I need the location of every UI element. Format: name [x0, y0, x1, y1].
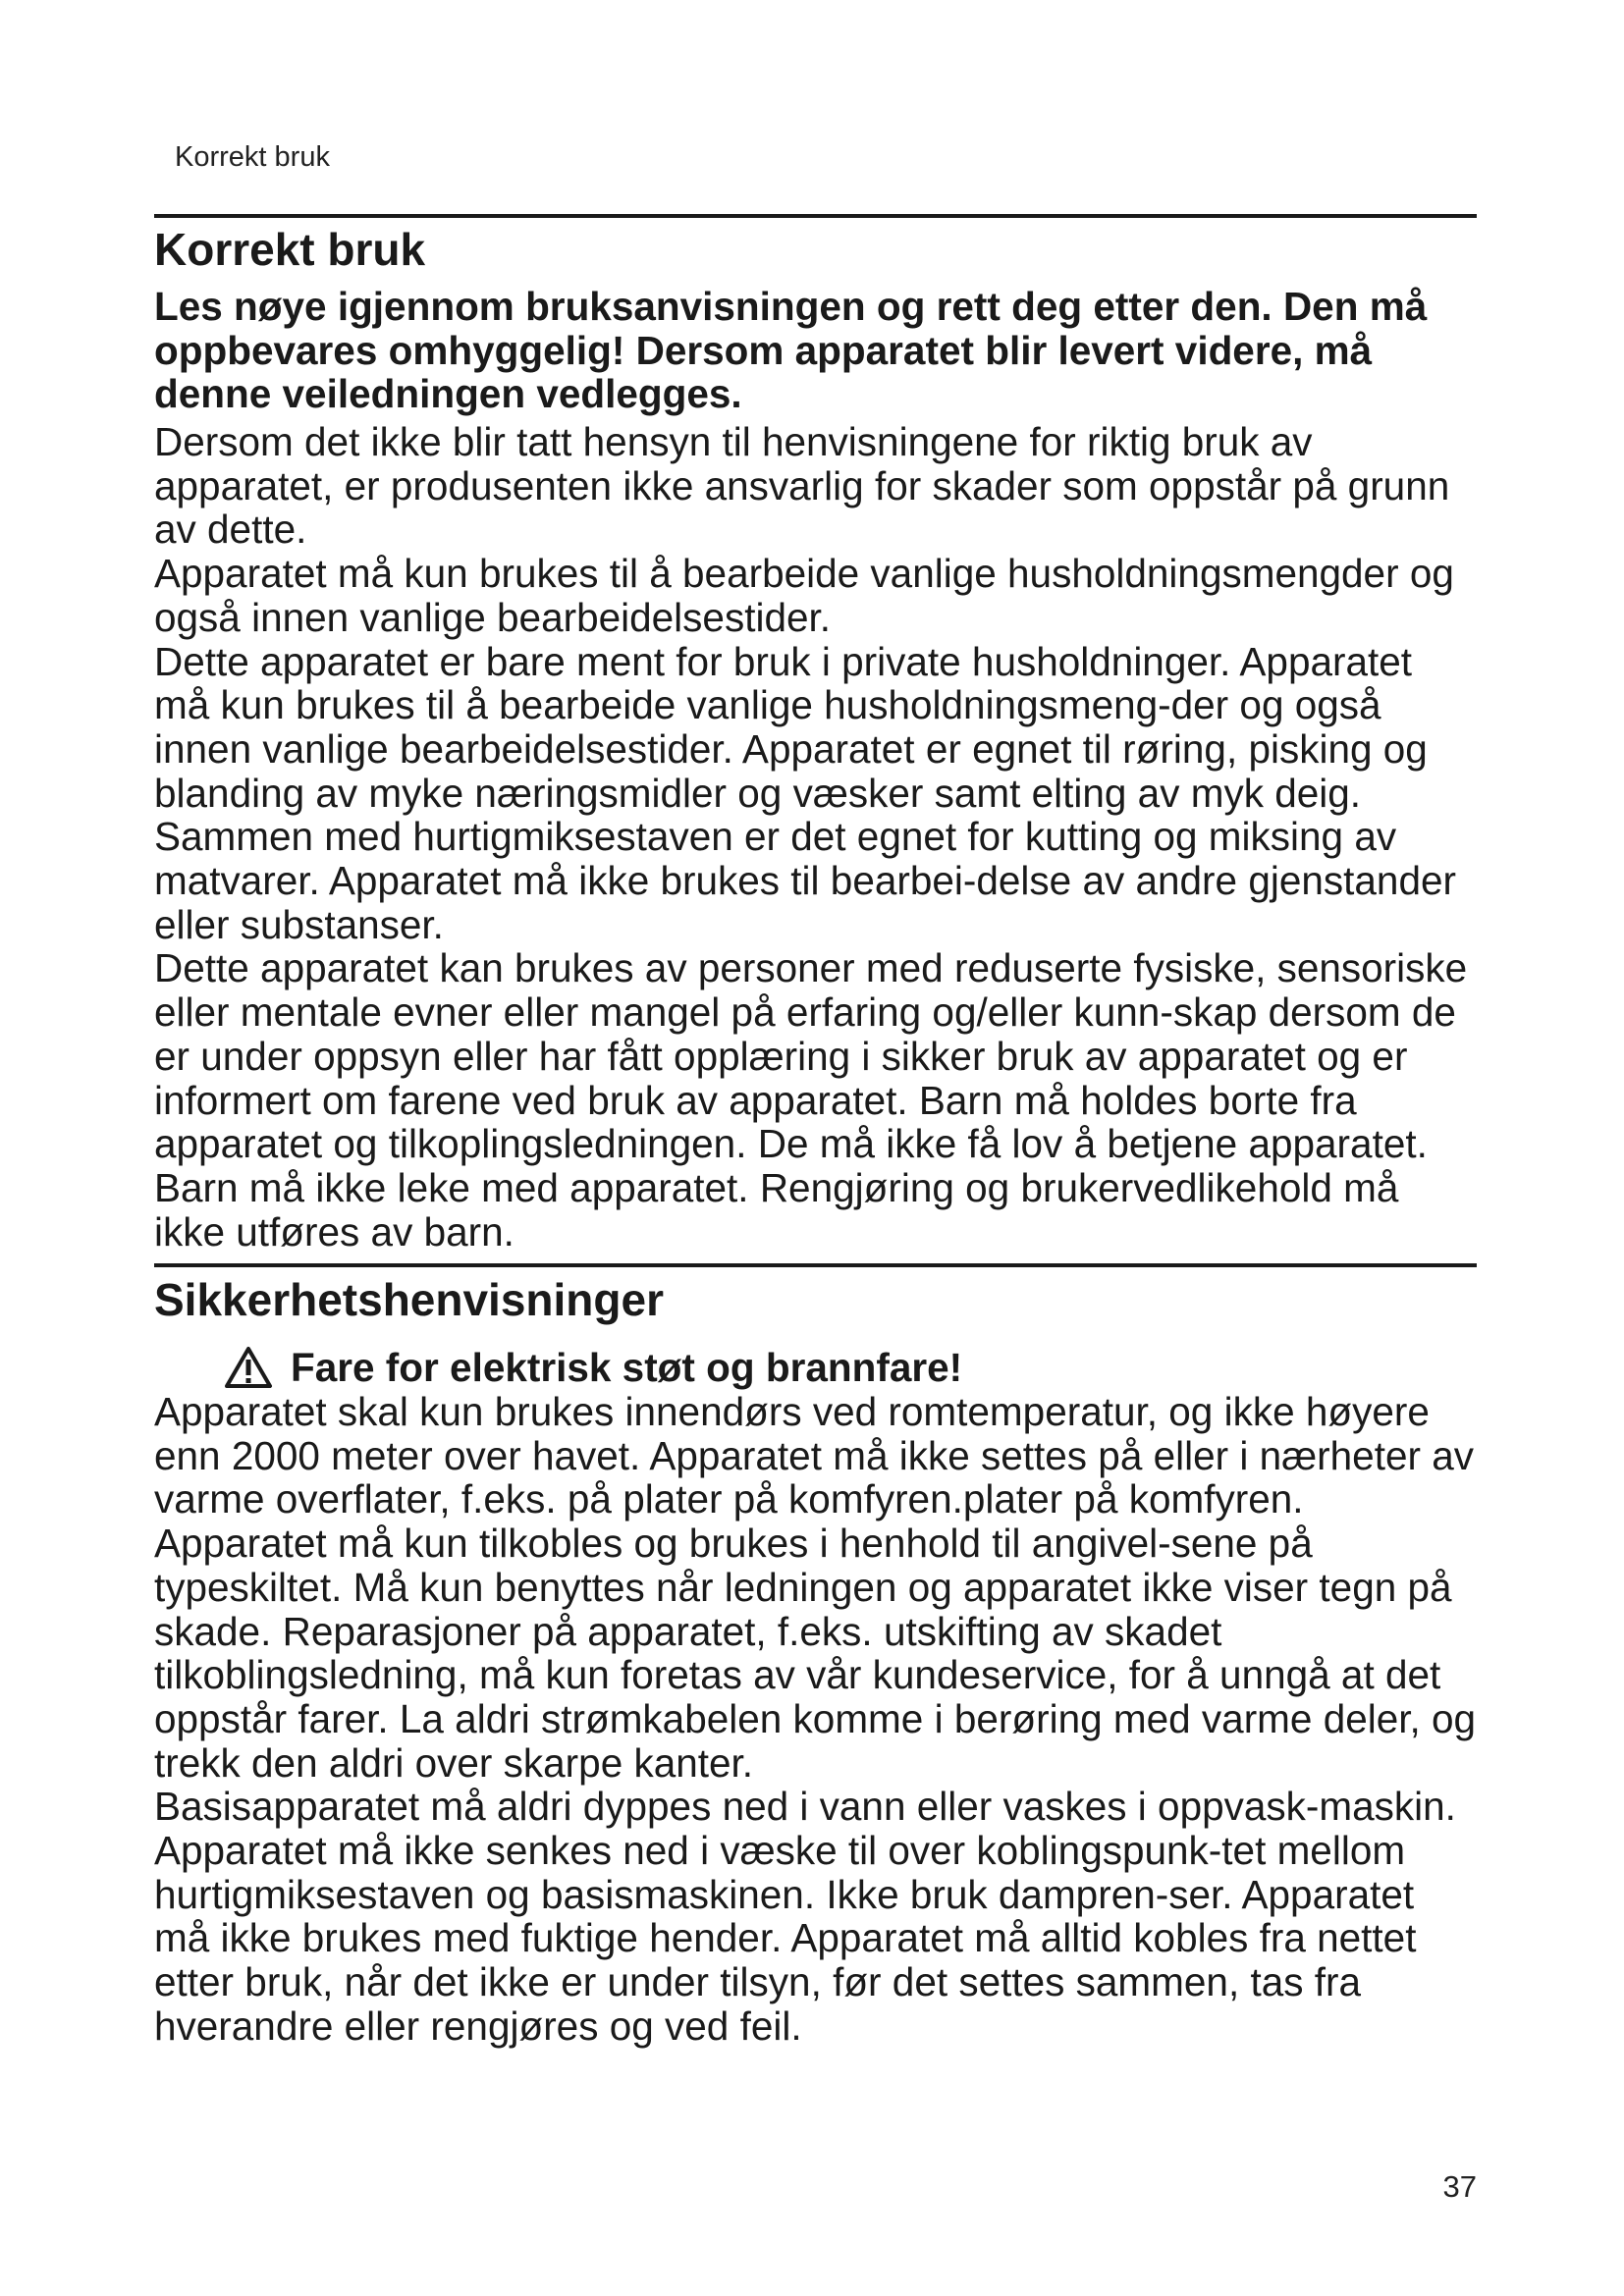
page-number: 37 [1442, 2169, 1477, 2204]
correct-use-body [154, 420, 1477, 1254]
warning-triangle-icon [224, 1346, 273, 1389]
warning-text: Fare for elektrisk støt og brannfare! [291, 1345, 963, 1390]
body-paragraph: Dette apparatet er bare ment for bruk i private husholdninger. Apparatet må kun brukes til å bearbeide vanlige husholdningsmeng-der og også innen vanlige bearbeidelsestider. Apparatet er egnet til røring, pisking og blanding av myke næringsmidler og væsker samt elting av myk deig. Sammen med hurtigmiksestaven er det egnet for kutting og miksing av matvarer. Apparatet må ikke brukes til bearbei-delse av andre gjenstander eller substanser. [154, 638, 1456, 947]
section-divider [154, 1263, 1477, 1267]
warning-heading [224, 1346, 962, 1389]
body-paragraph: Apparatet skal kun brukes innendørs ved romtemperatur, og ikke høyere enn 2000 meter over havet. Apparatet må ikke settes på eller i nærheter av varme overflater, f.eks. på plater på komfyren.plater på komfyren. Apparatet må kun tilkobles og brukes i henhold til angivel-sene på typeskiltet. Må kun benyttes når ledningen og apparatet ikke viser tegn på skade. Reparasjoner på apparatet, f.eks. utskifting av skadet tilkoblingsledning, må kun foretas av vår kundeservice, for å unngå at det oppstår farer. La aldri strømkabelen komme i berøring med varme deler, og trekk den aldri over skarpe kanter. [154, 1389, 1477, 1786]
body-paragraph: Dersom det ikke blir tatt hensyn til henvisningene for riktig bruk av apparatet, er produsenten ikke ansvarlig for skader som oppstår på grunn av dette. [154, 419, 1450, 553]
section-title-correct-use: Korrekt bruk [154, 224, 426, 275]
section-divider [154, 214, 1477, 218]
safety-body [154, 1390, 1477, 2049]
body-paragraph: Basisapparatet må aldri dyppes ned i vann eller vaskes i oppvask-maskin. Apparatet må ikke senkes ned i væske til over koblingspunk-tet mellom hurtigmiksestaven og basismaskinen. Ikke bruk dampren-ser. Apparatet må ikke brukes med fuktige hender. Apparatet må alltid kobles fra nettet etter bruk, når det ikke er under tilsyn, før det settes sammen, tas fra hverandre eller rengjøres og ved feil. [154, 1784, 1456, 2049]
body-paragraph: Dette apparatet kan brukes av personer med reduserte fysiske, sensoriske eller mentale evner eller mangel på erfaring og/eller kunn-skap dersom de er under oppsyn eller har fått opplæring i sikker bruk av apparatet og er informert om farene ved bruk av apparatet. Barn må holdes borte fra apparatet og tilkoplingsledningen. De må ikke få lov å betjene apparatet. Barn må ikke leke med apparatet. Rengjøring og brukervedlikehold må ikke utføres av barn. [154, 945, 1468, 1255]
section-title-safety: Sikkerhetshenvisninger [154, 1274, 664, 1325]
running-header: Korrekt bruk [175, 141, 330, 173]
body-paragraph: Apparatet må kun brukes til å bearbeide vanlige husholdningsmengder og også innen vanlige bearbeidelsestider. [154, 551, 1454, 640]
lead-paragraph: Les nøye igjennom bruksanvisningen og rett deg etter den. Den må oppbevares omhyggelig! Dersom apparatet blir levert videre, må denne veiledningen vedlegges. [154, 284, 1428, 417]
